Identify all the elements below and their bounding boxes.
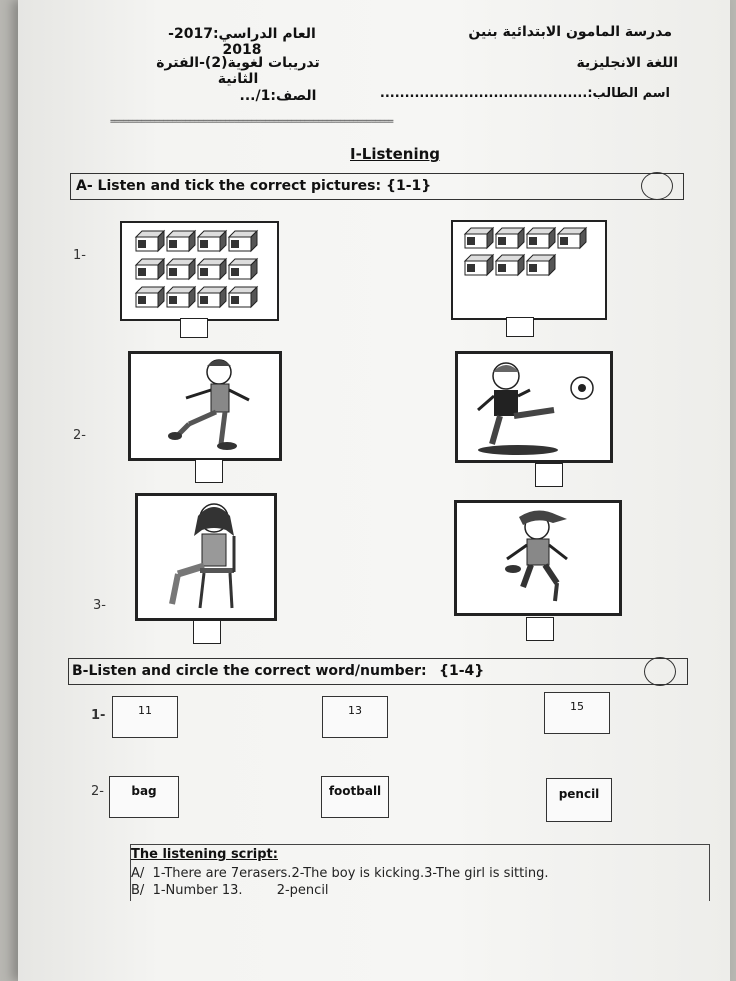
student-name-dots: .......................................... xyxy=(379,86,588,101)
section-b-header xyxy=(68,658,688,685)
tick-box[interactable] xyxy=(180,318,208,338)
option-box[interactable] xyxy=(112,696,178,738)
row-number: 2- xyxy=(91,784,104,799)
row-number: 1- xyxy=(91,708,106,723)
girl-sitting-icon xyxy=(138,496,274,618)
row-number: 3- xyxy=(93,598,106,613)
school-name: مدرسة المامون الابتدائية بنين xyxy=(468,24,672,40)
eraser-group-12-icon xyxy=(122,223,277,319)
section-a-label: A- Listen and tick the correct pictures: {1-1} xyxy=(76,178,432,194)
script-line-a-prefix: A/ xyxy=(131,866,145,881)
tick-box[interactable] xyxy=(526,617,554,641)
listening-title: I-Listening xyxy=(350,145,441,163)
section-b-points: {1-4} xyxy=(439,663,485,679)
option-value: bag xyxy=(131,784,157,798)
script-line-b xyxy=(131,883,329,898)
listening-script-box xyxy=(130,844,710,901)
option-box[interactable] xyxy=(321,776,389,818)
option-value: football xyxy=(328,784,382,798)
tick-box[interactable] xyxy=(193,620,221,644)
subject: اللغة الانجليزية xyxy=(576,55,678,71)
option-box[interactable] xyxy=(544,692,610,734)
tick-box[interactable] xyxy=(506,317,534,337)
option-value: 11 xyxy=(138,704,152,717)
score-circle-b xyxy=(644,657,676,686)
script-title: The listening script: xyxy=(131,847,278,862)
option-box[interactable] xyxy=(322,696,388,738)
script-line-a xyxy=(131,866,548,881)
header-separator: ================================================================ xyxy=(110,117,393,127)
exam-title: تدريبات لغوية(2)-الفترة الثانية xyxy=(156,55,320,87)
picture-erasers-12[interactable] xyxy=(120,221,279,321)
script-line-b-first: 1-Number 13. xyxy=(152,883,243,898)
option-value: pencil xyxy=(558,787,600,801)
script-line-b-prefix: B/ xyxy=(131,883,145,898)
picture-girl-sitting[interactable] xyxy=(135,493,277,621)
section-a-header xyxy=(70,173,684,200)
picture-girl-jumping[interactable] xyxy=(454,500,622,616)
picture-boy-dancing[interactable] xyxy=(128,351,282,461)
worksheet-page xyxy=(18,0,730,981)
picture-boy-kicking[interactable] xyxy=(455,351,613,463)
script-line-a-text: 1-There are 7erasers.2-The boy is kicking.3-The girl is sitting. xyxy=(152,866,549,881)
script-line-b-second: 2-pencil xyxy=(276,883,329,898)
tick-box[interactable] xyxy=(195,459,223,483)
section-b-label: B-Listen and circle the correct word/number: xyxy=(72,663,427,679)
grade-field: الصف:1/... xyxy=(239,88,317,104)
option-value: 13 xyxy=(348,704,362,717)
girl-jumping-icon xyxy=(457,503,619,613)
option-box[interactable] xyxy=(546,778,612,822)
option-value: 15 xyxy=(570,700,584,713)
option-box[interactable] xyxy=(109,776,179,818)
score-circle-a xyxy=(641,172,673,200)
boy-kicking-ball-icon xyxy=(458,354,610,460)
eraser-group-7-icon xyxy=(453,222,605,318)
tick-box[interactable] xyxy=(535,463,563,487)
student-name-label: اسم الطالب: xyxy=(587,86,670,101)
academic-year: العام الدراسي:2017-2018 xyxy=(168,26,316,58)
picture-erasers-7[interactable] xyxy=(451,220,607,320)
row-number: 2- xyxy=(73,428,86,443)
row-number: 1- xyxy=(73,248,86,263)
student-name-field xyxy=(380,86,670,101)
boy-dancing-icon xyxy=(131,354,279,458)
